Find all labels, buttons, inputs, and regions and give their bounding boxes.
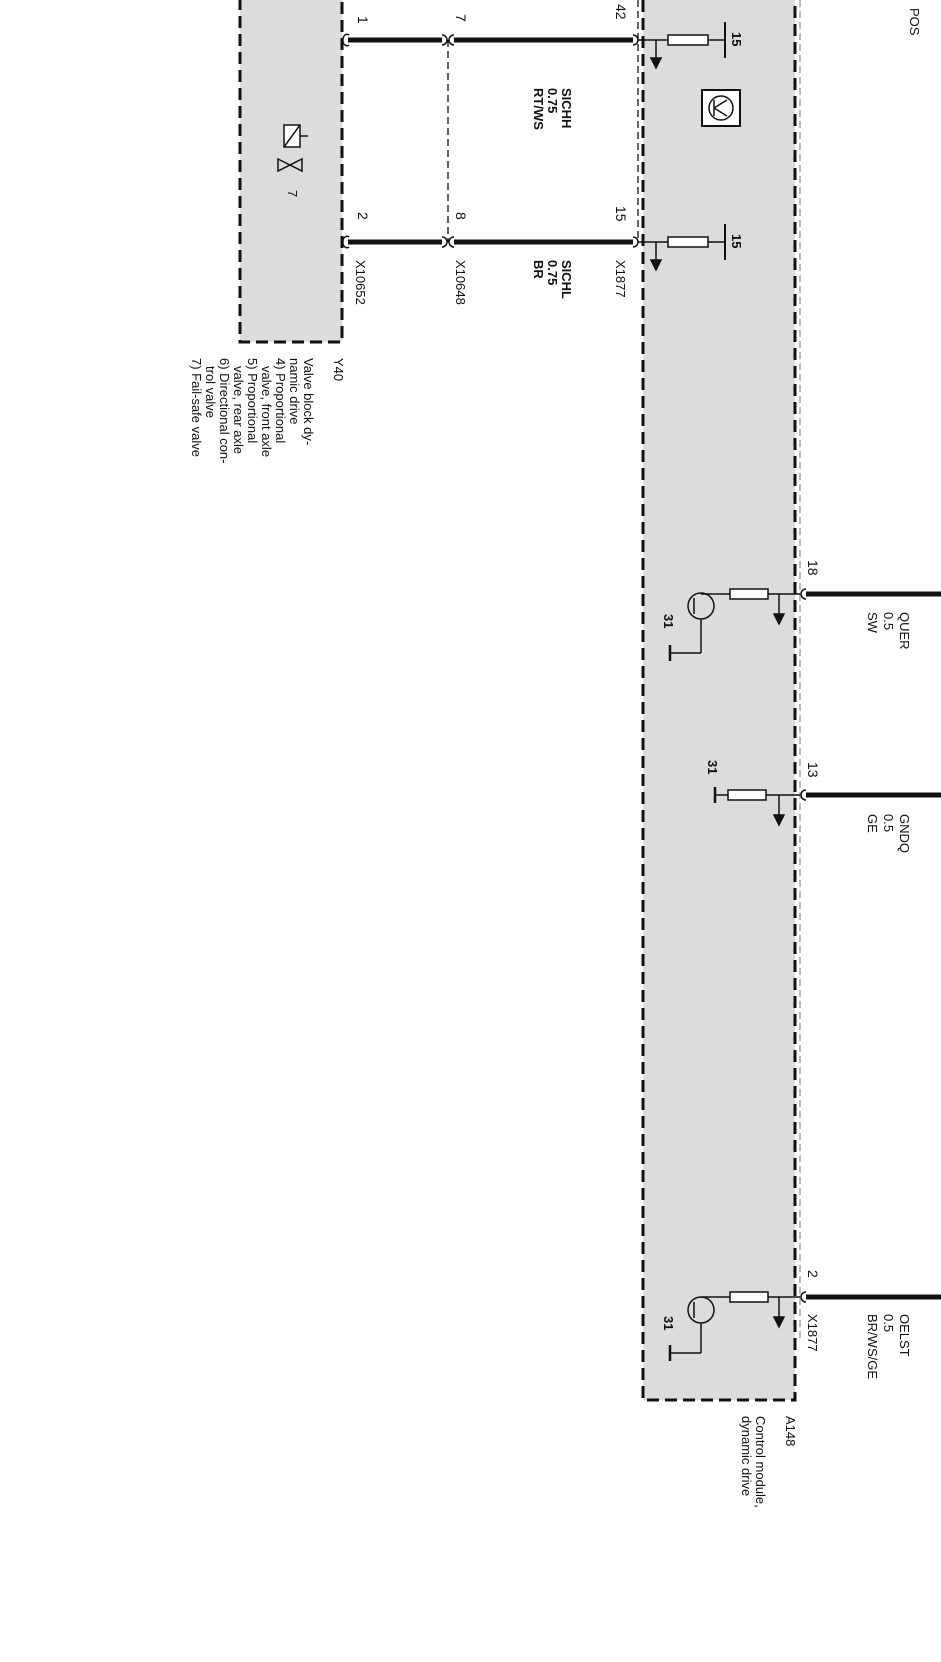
svg-text:POS: POS: [907, 8, 922, 36]
ground-31-label-quer: 31: [661, 614, 676, 629]
wire-sichl: [343, 236, 638, 247]
control-module-legend: [739, 1416, 798, 1508]
connector-x1877-label: X1877: [613, 260, 628, 298]
svg-text:SICHL: SICHL: [559, 260, 574, 299]
svg-text:7) Fail-safe valve: 7) Fail-safe valve: [189, 358, 204, 457]
module-pin-42: 42: [613, 4, 629, 20]
wire-sichh: [343, 34, 638, 45]
wire-label-gndq: [865, 814, 912, 853]
svg-text:BR: BR: [531, 260, 546, 279]
svg-text:Y40: Y40: [331, 358, 346, 382]
svg-text:trol valve: trol valve: [203, 366, 218, 419]
svg-text:QUER: QUER: [897, 612, 912, 650]
svg-text:0.75: 0.75: [545, 260, 560, 286]
wire-label-quer: [865, 612, 912, 650]
wire-quer: [801, 589, 941, 599]
partial-signal-label: [889, 0, 922, 36]
svg-text:namic drive: namic drive: [287, 358, 302, 425]
wire-gndq: [801, 790, 941, 800]
wire-label-sichh: [531, 88, 574, 130]
svg-text:SW: SW: [865, 612, 880, 633]
wire-label-sichl: [531, 260, 574, 299]
module-pin-2: 2: [805, 1270, 821, 1278]
transistor-module-icon: [702, 90, 740, 126]
svg-text:6) Directional con-: 6) Directional con-: [217, 358, 232, 464]
svg-text:dynamic drive: dynamic drive: [739, 1416, 754, 1497]
svg-text:0.5: 0.5: [881, 612, 896, 631]
svg-text:OELST: OELST: [897, 1314, 912, 1357]
valve-block-legend: [189, 358, 346, 464]
svg-text:A148: A148: [783, 1416, 798, 1447]
valve-block-box: [240, 0, 342, 342]
terminal-15-label-top: 15: [729, 32, 744, 47]
connector-x10652-label: X10652: [353, 260, 368, 305]
svg-text:RT/WS: RT/WS: [531, 88, 546, 130]
svg-text:Valve block dy-: Valve block dy-: [301, 358, 316, 446]
valve-pin-2: 2: [355, 212, 371, 220]
wire-label-oelst: [865, 1314, 912, 1379]
svg-text:GNDQ: GNDQ: [897, 814, 912, 853]
connector-x10648-label: X10648: [453, 260, 468, 305]
inline-pin-8: 8: [453, 212, 469, 220]
wire-oelst: [801, 1292, 941, 1302]
control-module-box: [643, 0, 795, 1400]
svg-text:5) Proportional: 5) Proportional: [245, 358, 260, 444]
svg-text:Control module,: Control module,: [753, 1416, 768, 1508]
svg-text:0.5: 0.5: [881, 1314, 896, 1333]
module-pin-18: 18: [805, 560, 821, 576]
terminal-15-label-bottom: 15: [729, 234, 744, 249]
svg-text:0.75: 0.75: [545, 88, 560, 114]
svg-text:valve, rear axle: valve, rear axle: [231, 366, 246, 455]
svg-text:SICHH: SICHH: [559, 88, 574, 129]
inline-pin-7: 7: [453, 14, 469, 22]
valve-symbol-number: 7: [285, 190, 300, 198]
svg-text:valve, front axle: valve, front axle: [259, 366, 274, 458]
valve-pin-1: 1: [355, 16, 371, 24]
svg-text:GE: GE: [865, 814, 880, 833]
svg-text:4) Proportional: 4) Proportional: [273, 358, 288, 444]
connector-x1877-label-oelst: X1877: [805, 1314, 820, 1352]
svg-text:0.5: 0.5: [881, 814, 896, 833]
ground-31-label-oelst: 31: [661, 1316, 676, 1331]
svg-text:BR/WS/GE: BR/WS/GE: [865, 1314, 880, 1380]
module-pin-15: 15: [613, 206, 629, 222]
ground-31-label-gndq: 31: [705, 760, 720, 775]
module-pin-13: 13: [805, 762, 821, 778]
